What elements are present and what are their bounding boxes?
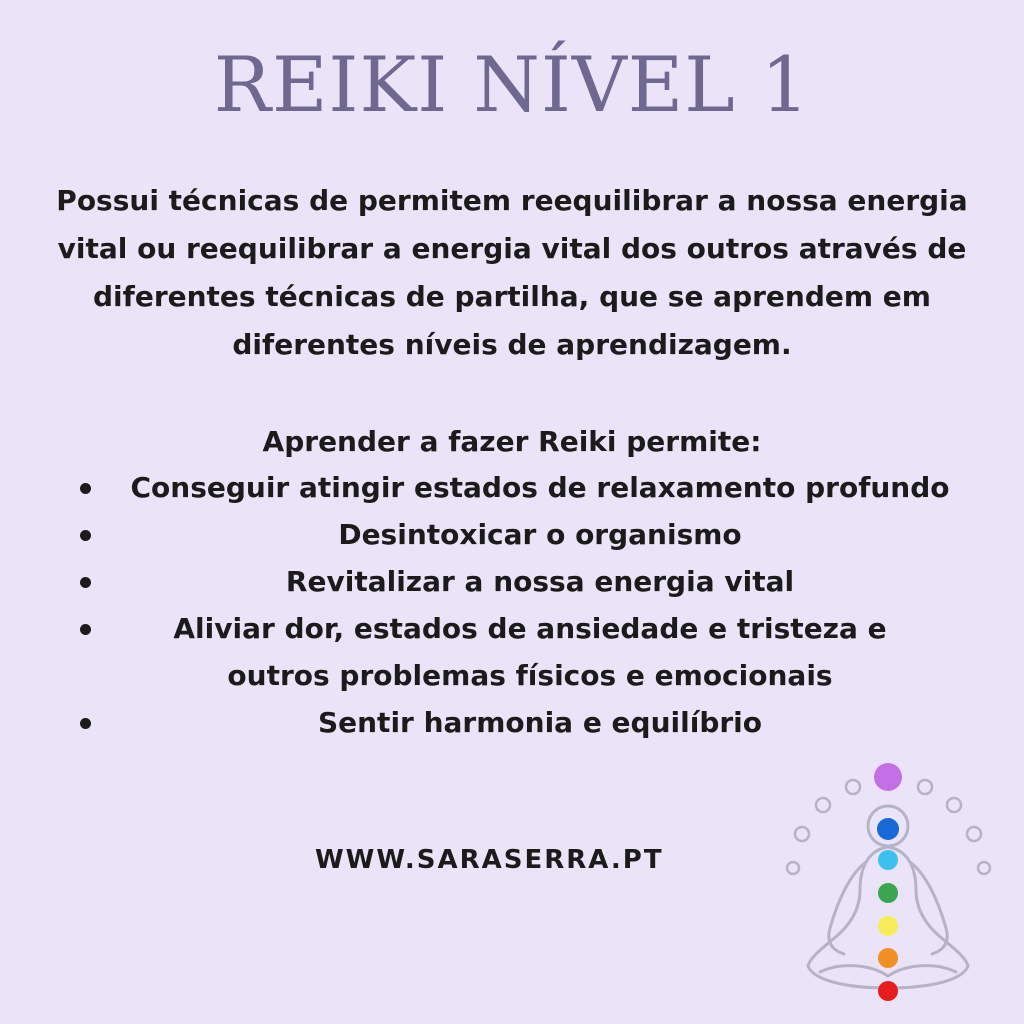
list-item-text: Sentir harmonia e equilíbrio <box>317 706 763 739</box>
aura-dot <box>787 862 799 874</box>
list-item-text: Conseguir atingir estados de relaxamento profundo <box>130 471 950 504</box>
bullet-icon <box>80 624 91 635</box>
aura-dot <box>795 827 809 841</box>
meditation-chakra-icon <box>780 750 1000 1010</box>
intro-paragraph: Possui técnicas de permitem reequilibrar a nossa energia vital ou reequilibrar a energia vital dos outros através de diferentes técnicas de partilha, que se aprendem em diferentes níveis de aprendizagem. <box>56 184 968 361</box>
list-item-text: Revitalizar a nossa energia vital <box>285 565 795 598</box>
solar-plexus-chakra <box>878 916 898 936</box>
list-heading: Aprender a fazer Reiki permite: <box>262 425 762 458</box>
heart-chakra <box>878 883 898 903</box>
aura-dot <box>947 798 961 812</box>
bullet-icon <box>80 577 91 588</box>
bullet-icon <box>80 530 91 541</box>
list-item <box>70 605 970 699</box>
aura-dot <box>978 862 990 874</box>
list-item <box>70 464 970 511</box>
aura-dot <box>846 780 860 794</box>
aura-dot <box>967 827 981 841</box>
root-chakra <box>878 981 898 1001</box>
page-title: REIKI NÍVEL 1 <box>213 40 811 129</box>
website-url: WWW.SARASERRA.PT <box>315 845 664 875</box>
aura-dot <box>918 780 932 794</box>
list-item <box>70 558 970 605</box>
bullet-icon <box>80 718 91 729</box>
list-item-text: Aliviar dor, estados de ansiedade e tristeza e outros problemas físicos e emocionais <box>173 612 887 692</box>
list-item <box>70 699 970 746</box>
sacral-chakra <box>878 948 898 968</box>
aura-dot <box>816 798 830 812</box>
bullet-icon <box>80 483 91 494</box>
benefits-list <box>70 464 970 746</box>
crown-chakra <box>874 763 902 791</box>
chakra-points <box>874 763 902 1001</box>
arms-outline <box>829 862 947 954</box>
list-item-text: Desintoxicar o organismo <box>338 518 742 551</box>
third-eye-chakra <box>877 818 899 840</box>
throat-chakra <box>878 850 898 870</box>
list-item <box>70 511 970 558</box>
